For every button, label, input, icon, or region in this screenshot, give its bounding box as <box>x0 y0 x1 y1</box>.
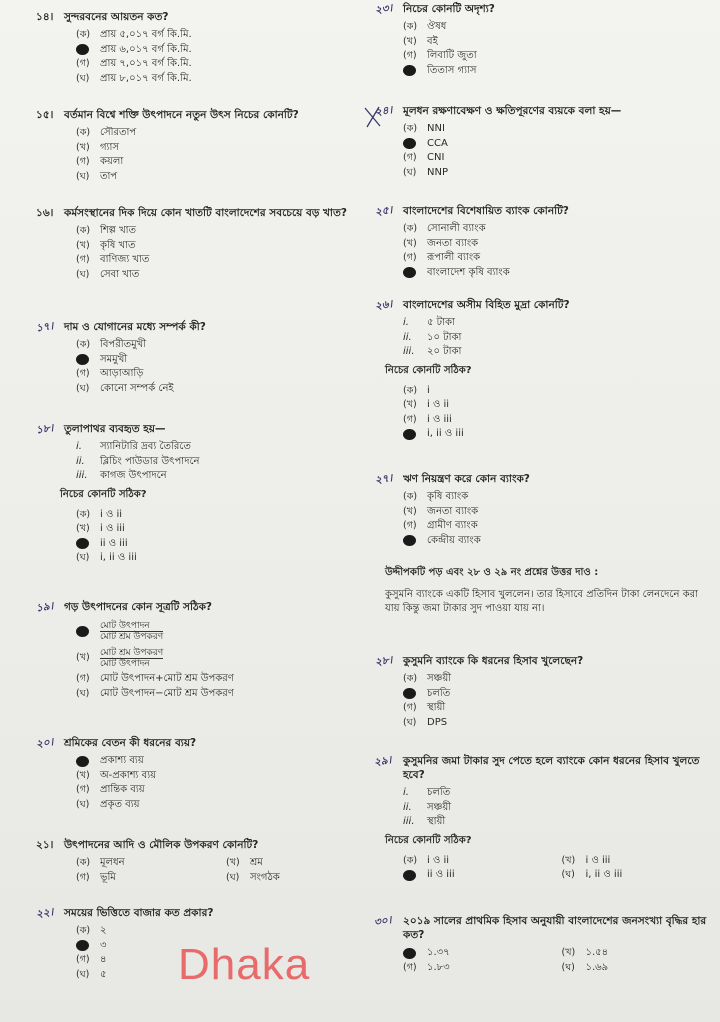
question-17 <box>36 320 366 396</box>
passage-heading: উদ্দীপকটি পড় এবং ২৮ ও ২৯ নং প্রশ্নের উত্তর দাও : <box>385 567 599 578</box>
options <box>403 20 710 78</box>
question-number: ১৬। <box>36 207 54 219</box>
statement-ii: ii. ব্লিচিং পাউডার উৎপাদনে <box>76 455 200 467</box>
answer-bubble-filled <box>76 756 89 767</box>
question-stem: ঋণ নিয়ন্ত্রণ করে কোন ব্যাংক? <box>403 473 530 485</box>
answer-bubble-filled <box>403 65 416 76</box>
question-21 <box>36 838 366 885</box>
sub-question: নিচের কোনটি সঠিক? <box>60 488 147 500</box>
question-number: ২৯। <box>373 754 393 769</box>
option-ga: (গ) মোট উৎপাদন+মোট শ্রম উপকরণ <box>76 673 234 684</box>
roman-statements <box>76 440 366 484</box>
question-26 <box>375 298 710 442</box>
question-number: ২৭। <box>374 472 394 487</box>
option-ka: (ক) প্রায় ৫,০১৭ বর্গ কি.মি. <box>76 29 192 40</box>
option-ka-marked: প্রকাশ্য ব্যয় <box>76 754 366 769</box>
option-kha: (খ) জনতা ব্যাংক <box>403 237 479 249</box>
options <box>76 508 366 566</box>
answer-bubble-filled <box>403 138 416 149</box>
question-25 <box>375 204 710 280</box>
option-ka: (ক) i ও ii <box>76 508 123 520</box>
option-ga: (গ) আড়াআড়ি <box>76 368 144 379</box>
option-ga: (গ) ১.৮৩ <box>403 961 450 973</box>
option-ga-marked: ii ও iii <box>403 868 552 883</box>
answer-bubble-filled <box>76 626 89 637</box>
answer-bubble-filled <box>76 354 89 365</box>
question-stem: শ্রমিকের বেতন কী ধরনের ব্যয়? <box>64 737 197 749</box>
option-kha: (খ) জনতা ব্যাংক <box>403 505 479 517</box>
options <box>76 224 366 282</box>
statement-i: i. ৫ টাকা <box>403 317 455 328</box>
option-gha: (ঘ) DPS <box>403 716 448 728</box>
option-kha: (খ) গ্যাস <box>76 141 119 153</box>
roman-statements <box>403 316 710 360</box>
option-gha: (ঘ) ৫ <box>76 968 107 980</box>
options <box>76 754 366 812</box>
option-ga: (গ) বাণিজ্য খাত <box>76 254 150 265</box>
question-number: ১৫। <box>36 109 54 121</box>
option-kha-marked: CCA <box>403 137 710 152</box>
statement-iii: iii. স্থায়ী <box>403 816 446 827</box>
question-number: ২২। <box>35 906 55 921</box>
passage-text: কুসুমনি ব্যাংকে একটি হিসাব খুললেন। তার হিসাবে প্রতিদিন টাকা লেনদেনে করা যায় কিন্তু জমা টাকার সুদ পাওয়া যায় না। <box>385 589 698 614</box>
question-stem: তুলাপাথর ব্যবহৃত হয়— <box>64 423 166 435</box>
question-number: ৩০। <box>373 914 393 929</box>
sub-question: নিচের কোনটি সঠিক? <box>385 364 472 376</box>
options <box>403 490 710 548</box>
option-kha-marked: সমমুখী <box>76 353 366 368</box>
question-number: ১৭। <box>35 320 55 335</box>
statement-i: i. চলতি <box>403 787 451 798</box>
question-number: ২০। <box>35 736 55 751</box>
options-grid <box>403 854 710 883</box>
option-ga: (গ) ভূমি <box>76 871 116 883</box>
question-28 <box>375 654 710 730</box>
question-stem: কুসুমনি ব্যাংকে কি ধরনের হিসাব খুলেছেন? <box>403 655 584 667</box>
option-gha: (ঘ) i, ii ও iii <box>76 552 137 563</box>
roman-statements <box>403 786 710 830</box>
option-kha: (খ) i ও ii <box>403 399 450 410</box>
answer-bubble-filled <box>403 948 416 959</box>
passage-block <box>385 566 705 616</box>
option-gha: (ঘ) সংগঠক <box>226 871 280 883</box>
question-number: ২৩। <box>374 2 394 17</box>
option-gha: (ঘ) NNP <box>403 166 448 178</box>
answer-bubble-filled <box>403 688 416 699</box>
question-stem: কুসুমনির জমা টাকার সুদ পেতে হলে ব্যাংকে কোন ধরনের হিসাব খুলতে হবে? <box>403 755 700 781</box>
option-gha-marked: কেন্দ্রীয় ব্যাংক <box>403 534 710 549</box>
options <box>403 384 710 442</box>
option-gha: (ঘ) i, ii ও iii <box>561 869 623 880</box>
question-30 <box>375 914 710 975</box>
option-ka: (ক) সঞ্চয়ী <box>403 673 452 684</box>
statement-ii: ii. ১০ টাকা <box>403 331 462 343</box>
option-ka: (ক) সোনালী ব্যাংক <box>403 223 486 234</box>
option-gha: (ঘ) ১.৬৯ <box>561 961 609 973</box>
fraction: $\frac{\text{মোট শ্রম উপকরণ}}{\text{মোট উৎপাদন}}$ <box>100 647 164 669</box>
question-14 <box>36 10 366 86</box>
cross-mark-icon <box>362 104 384 130</box>
option-ga: (গ) গ্রামীণ ব্যাংক <box>403 520 478 531</box>
question-number: ২৪। <box>374 104 394 119</box>
option-kha: (খ) কৃষি খাত <box>76 239 136 251</box>
question-stem: সময়ের ভিত্তিতে বাজার কত প্রকার? <box>64 907 214 919</box>
option-gha: (ঘ) প্রকৃত ব্যয় <box>76 798 140 810</box>
answer-bubble-filled <box>76 44 89 55</box>
option-gha-marked: i, ii ও iii <box>403 427 710 442</box>
answer-bubble-filled <box>403 870 416 881</box>
option-ka: (ক) কৃষি ব্যাংক <box>403 491 469 502</box>
question-number: ২৬। <box>374 298 394 313</box>
question-stem: গড় উৎপাদনের কোন সূত্রটি সঠিক? <box>64 601 213 613</box>
question-number: ২১। <box>36 839 54 851</box>
question-stem: দাম ও যোগানের মধ্যে সম্পর্ক কী? <box>64 321 206 333</box>
option-kha: (খ) বই <box>403 35 438 47</box>
option-kha: (খ) শ্রম <box>226 857 263 868</box>
option-gha: (ঘ) সেবা খাত <box>76 268 140 280</box>
question-27 <box>375 472 710 548</box>
option-gha: (ঘ) তাপ <box>76 170 118 182</box>
option-kha: (খ) $\frac{\text{মোট শ্রম উপকরণ}}{\text{মোট উৎপাদন}}$ <box>76 647 164 669</box>
question-number: ২৫। <box>374 204 394 219</box>
answer-bubble-filled <box>76 538 89 549</box>
question-15 <box>36 108 366 184</box>
option-ka: (ক) সৌরতাপ <box>76 127 137 138</box>
question-19 <box>36 600 366 701</box>
answer-bubble-filled <box>403 535 416 546</box>
option-ka: (ক) i <box>403 384 430 396</box>
option-gha-marked: বাংলাদেশ কৃষি ব্যাংক <box>403 266 710 281</box>
option-ga: (গ) CNI <box>403 152 445 163</box>
statement-iii: iii. ২০ টাকা <box>403 346 462 357</box>
option-gha: (ঘ) মোট উৎপাদন−মোট শ্রম উপকরণ <box>76 687 234 699</box>
option-gha: (ঘ) কোনো সম্পর্ক নেই <box>76 382 174 394</box>
option-kha-marked: প্রায় ৬,০১৭ বর্গ কি.মি. <box>76 43 366 58</box>
options <box>76 338 366 396</box>
option-kha-marked: চলতি <box>403 687 710 702</box>
question-stem: বর্তমান বিশ্বে শক্তি উৎপাদনে নতুন উৎস নিচের কোনটি? <box>64 109 299 121</box>
question-29 <box>375 754 710 883</box>
answer-bubble-filled <box>76 940 89 951</box>
question-number: ১৯। <box>35 600 55 615</box>
option-kha: (খ) অ-প্রকাশ্য ব্যয় <box>76 769 156 781</box>
option-ka: (ক) শিল্প খাত <box>76 225 137 236</box>
option-ka: (ক) NNI <box>403 123 445 134</box>
option-ka-marked: ১.৩৭ <box>403 946 552 961</box>
option-ka: (ক) ২ <box>76 925 107 936</box>
question-stem: কর্মসংস্থানের দিক দিয়ে কোন খাতটি বাংলাদেশের সবচেয়ে বড় খাত? <box>64 207 347 219</box>
fraction: $\frac{\text{মোট উৎপাদন}}{\text{মোট শ্রম উপকরণ}}$ <box>100 620 164 642</box>
statement-iii: iii. কাগজ উৎপাদনে <box>76 470 167 481</box>
watermark-text: Dhaka <box>178 940 311 989</box>
option-kha-marked: ৩ <box>76 939 366 954</box>
option-kha: (খ) i ও iii <box>561 854 611 866</box>
option-ka-marked <box>76 618 366 644</box>
statement-i: i. স্যানিটারি দ্রব্য তৈরিতে <box>76 441 191 452</box>
question-number: ১৮। <box>35 422 55 437</box>
question-stem: মূলধন রক্ষণাবেক্ষণ ও ক্ষতিপূরণের ব্যয়কে বলা হয়— <box>403 105 622 117</box>
option-gha-marked: তিতাস গ্যাস <box>403 64 710 79</box>
option-ga: (গ) প্রায় ৭,০১৭ বর্গ কি.মি. <box>76 58 192 69</box>
options <box>76 618 366 701</box>
sub-question: নিচের কোনটি সঠিক? <box>385 834 472 846</box>
option-ka: (ক) ঔষধ <box>403 21 447 32</box>
answer-bubble-filled <box>403 267 416 278</box>
question-stem: বাংলাদেশের অসীম বিহিত মুদ্রা কোনটি? <box>403 299 570 311</box>
option-ka: (ক) i ও ii <box>403 854 450 866</box>
question-stem: বাংলাদেশের বিশেষায়িত ব্যাংক কোনটি? <box>403 205 569 217</box>
options <box>403 672 710 730</box>
options <box>403 122 710 180</box>
question-20 <box>36 736 366 812</box>
options <box>403 222 710 280</box>
option-ga: (গ) কয়লা <box>76 156 124 167</box>
option-ga: (গ) i ও iii <box>403 413 452 425</box>
question-number: ২৮। <box>374 654 394 669</box>
option-ka: (ক) মূলধন <box>76 857 125 868</box>
answer-bubble-filled <box>403 429 416 440</box>
option-kha: (খ) i ও iii <box>76 523 125 534</box>
question-stem: উৎপাদনের আদি ও মৌলিক উপকরণ কোনটি? <box>64 839 259 851</box>
option-ga: (গ) স্থায়ী <box>403 702 446 713</box>
question-18 <box>36 422 366 566</box>
option-ga: (গ) রূপালী ব্যাংক <box>403 252 481 263</box>
question-stem: ২০১৯ সালের প্রাথমিক হিসাব অনুযায়ী বাংলাদেশের জনসংখ্যা বৃদ্ধির হার কত? <box>403 915 707 941</box>
options <box>76 28 366 86</box>
options <box>76 126 366 184</box>
question-23 <box>375 2 710 78</box>
option-ga-marked: ii ও iii <box>76 537 366 552</box>
option-ga: (গ) প্রান্তিক ব্যয় <box>76 784 145 795</box>
question-number: ১৪। <box>36 11 54 23</box>
option-ga: (গ) লিবাটি জুতা <box>403 50 477 61</box>
question-16 <box>36 206 366 282</box>
question-stem: সুন্দরবনের আয়তন কত? <box>64 11 169 23</box>
statement-ii: ii. সঞ্চয়ী <box>403 801 452 813</box>
option-kha: (খ) ১.৫৪ <box>561 947 609 958</box>
option-ga: (গ) ৪ <box>76 954 107 965</box>
option-ka: (ক) বিপরীতমুখী <box>76 339 147 350</box>
question-24 <box>375 104 710 180</box>
options-grid <box>403 946 710 975</box>
question-stem: নিচের কোনটি অদৃশ্য? <box>403 3 495 15</box>
option-gha: (ঘ) প্রায় ৮,০১৭ বর্গ কি.মি. <box>76 72 192 84</box>
options-grid <box>76 856 366 885</box>
